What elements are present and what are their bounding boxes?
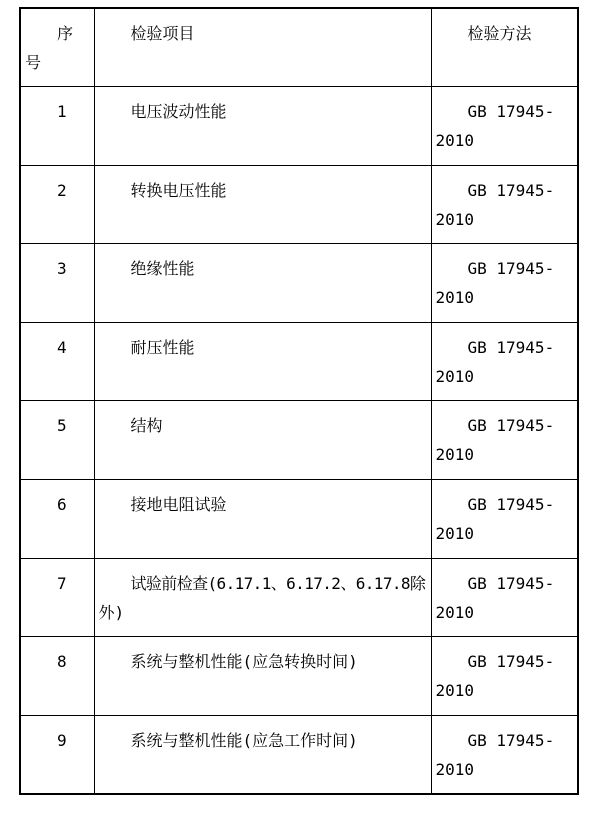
row-number: 7: [57, 573, 67, 593]
inspection-item-cell: [94, 165, 431, 244]
inspection-method-line1: GB 17945-: [467, 416, 555, 436]
header-no-cell: [20, 8, 94, 87]
row-number: 3: [57, 259, 67, 279]
inspection-method-line2: 2010: [435, 759, 475, 779]
table-row: [20, 165, 578, 244]
header-method-label: 检验方法: [467, 24, 532, 43]
inspection-method-line2: 2010: [435, 524, 475, 544]
inspection-method-line1: GB 17945-: [467, 652, 555, 672]
inspection-method-line2: 2010: [435, 288, 475, 308]
inspection-method-cell: [431, 558, 578, 637]
inspection-method-line1: GB 17945-: [467, 337, 555, 357]
row-number-cell: [20, 558, 94, 637]
inspection-method-line2: 2010: [435, 681, 475, 701]
inspection-method-cell: [431, 165, 578, 244]
inspection-method-cell: [431, 87, 578, 166]
row-number: 8: [57, 652, 67, 672]
inspection-method-line2: 2010: [435, 131, 475, 151]
inspection-item: 接地电阻试验: [130, 495, 227, 515]
header-item-cell: [94, 8, 431, 87]
inspection-item-cell: [94, 322, 431, 401]
inspection-item: 电压波动性能: [130, 102, 227, 122]
inspection-method-cell: [431, 401, 578, 480]
header-no-line2: 号: [25, 53, 42, 72]
header-row: [20, 8, 578, 87]
inspection-item-cell: [94, 87, 431, 166]
inspection-method-cell: [431, 480, 578, 559]
table-row: [20, 715, 578, 794]
inspection-method-line1: GB 17945-: [467, 259, 555, 279]
inspection-method-line1: GB 17945-: [467, 180, 555, 200]
table-row: [20, 322, 578, 401]
inspection-item-cell: [94, 401, 431, 480]
inspection-method-line1: GB 17945-: [467, 495, 555, 515]
row-number: 1: [57, 102, 67, 122]
inspection-method-line2: 2010: [435, 445, 475, 465]
header-item-label: 检验项目: [130, 24, 195, 43]
inspection-item-cell: [94, 637, 431, 716]
inspection-method-line2: 2010: [435, 366, 475, 386]
table-row: [20, 87, 578, 166]
inspection-item-cell: [94, 715, 431, 794]
inspection-method-line2: 2010: [435, 209, 475, 229]
inspection-method-cell: [431, 244, 578, 323]
inspection-item-line1: 试验前检查(6.17.1、6.17.2、6.17.8除: [130, 573, 426, 593]
inspection-item: 系统与整机性能(应急工作时间): [130, 730, 358, 750]
inspection-method-cell: [431, 322, 578, 401]
header-no-line1: 序: [57, 24, 74, 43]
inspection-item: 系统与整机性能(应急转换时间): [130, 652, 358, 672]
row-number: 2: [57, 180, 67, 200]
row-number-cell: [20, 480, 94, 559]
row-number: 4: [57, 337, 67, 357]
table-row: [20, 558, 578, 637]
row-number: 9: [57, 730, 67, 750]
row-number-cell: [20, 401, 94, 480]
inspection-item-cell: [94, 480, 431, 559]
inspection-item: 结构: [130, 416, 163, 436]
inspection-item: 绝缘性能: [130, 259, 195, 279]
inspection-item: 转换电压性能: [130, 180, 227, 200]
row-number: 5: [57, 416, 67, 436]
header-method-cell: [431, 8, 578, 87]
inspection-method-line1: GB 17945-: [467, 102, 555, 122]
row-number-cell: [20, 322, 94, 401]
inspection-item: 耐压性能: [130, 337, 195, 357]
table-row: [20, 637, 578, 716]
inspection-item-cell: [94, 244, 431, 323]
row-number-cell: [20, 87, 94, 166]
inspection-method-cell: [431, 637, 578, 716]
inspection-item-cell: [94, 558, 431, 637]
row-number-cell: [20, 165, 94, 244]
row-number-cell: [20, 637, 94, 716]
table-row: [20, 480, 578, 559]
table-row: [20, 401, 578, 480]
row-number-cell: [20, 715, 94, 794]
row-number: 6: [57, 495, 67, 515]
inspection-method-cell: [431, 715, 578, 794]
inspection-method-line1: GB 17945-: [467, 573, 555, 593]
inspection-method-line2: 2010: [435, 602, 475, 622]
inspection-item-line2: 外): [98, 602, 125, 622]
row-number-cell: [20, 244, 94, 323]
inspection-method-line1: GB 17945-: [467, 730, 555, 750]
inspection-table: [19, 7, 579, 795]
table-row: [20, 244, 578, 323]
